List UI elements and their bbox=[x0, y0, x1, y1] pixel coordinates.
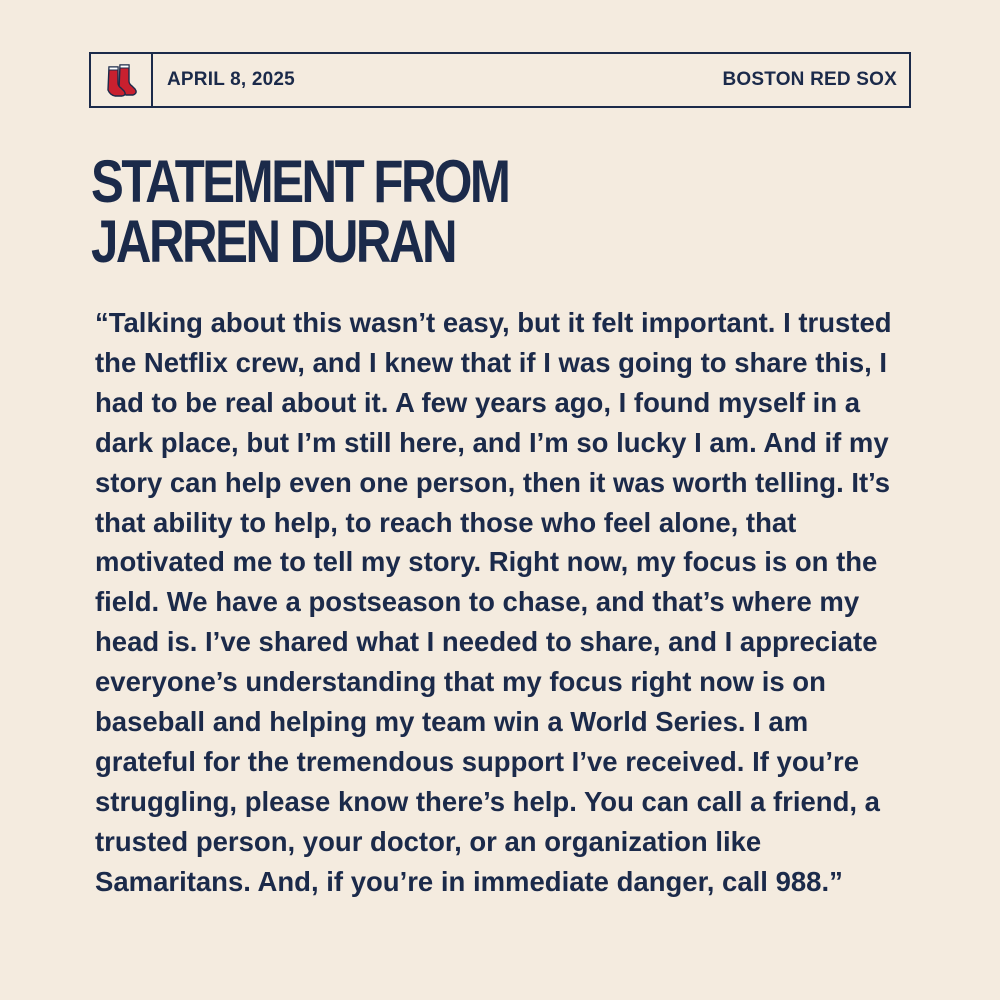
quote-line: that ability to help, to reach those who feel alone, that bbox=[95, 506, 797, 538]
quote-line: trusted person, your doctor, or an organization like bbox=[95, 825, 762, 857]
quote-line: Samaritans. And, if you’re in immediate danger, call 988.” bbox=[95, 865, 843, 897]
header-bar bbox=[89, 52, 911, 108]
team-label: BOSTON RED SOX bbox=[722, 69, 897, 90]
red-sox-logo bbox=[102, 62, 140, 98]
quote-line: grateful for the tremendous support I’ve received. If you’re bbox=[95, 745, 860, 777]
quote-line: head is. I’ve shared what I needed to share, and I appreciate bbox=[95, 626, 878, 658]
quote-line: had to be real about it. A few years ago, I found myself in a bbox=[95, 386, 861, 418]
quote-line: dark place, but I’m still here, and I’m so lucky I am. And if my bbox=[95, 426, 889, 458]
quote-line: the Netflix crew, and I knew that if I was going to share this, I bbox=[95, 346, 888, 378]
quote-line: motivated me to tell my story. Right now, my focus is on the bbox=[95, 546, 878, 578]
logo-cell bbox=[91, 54, 153, 106]
title-line-2: JARREN DURAN bbox=[91, 208, 456, 275]
quote-line: struggling, please know there’s help. You can call a friend, a bbox=[95, 785, 880, 817]
quote-line: field. We have a postseason to chase, and that’s where my bbox=[95, 586, 860, 618]
quote-line: everyone’s understanding that my focus right now is on bbox=[95, 666, 826, 698]
quote-line: baseball and helping my team win a World Series. I am bbox=[95, 706, 809, 738]
date-label: APRIL 8, 2025 bbox=[167, 69, 295, 90]
quote-line: “Talking about this wasn’t easy, but it felt important. I trusted bbox=[95, 307, 892, 338]
page-title bbox=[91, 148, 509, 275]
statement-quote bbox=[95, 303, 915, 902]
quote-line: story can help even one person, then it was worth telling. It’s bbox=[95, 466, 891, 498]
title-line-1: STATEMENT FROM bbox=[91, 148, 509, 215]
